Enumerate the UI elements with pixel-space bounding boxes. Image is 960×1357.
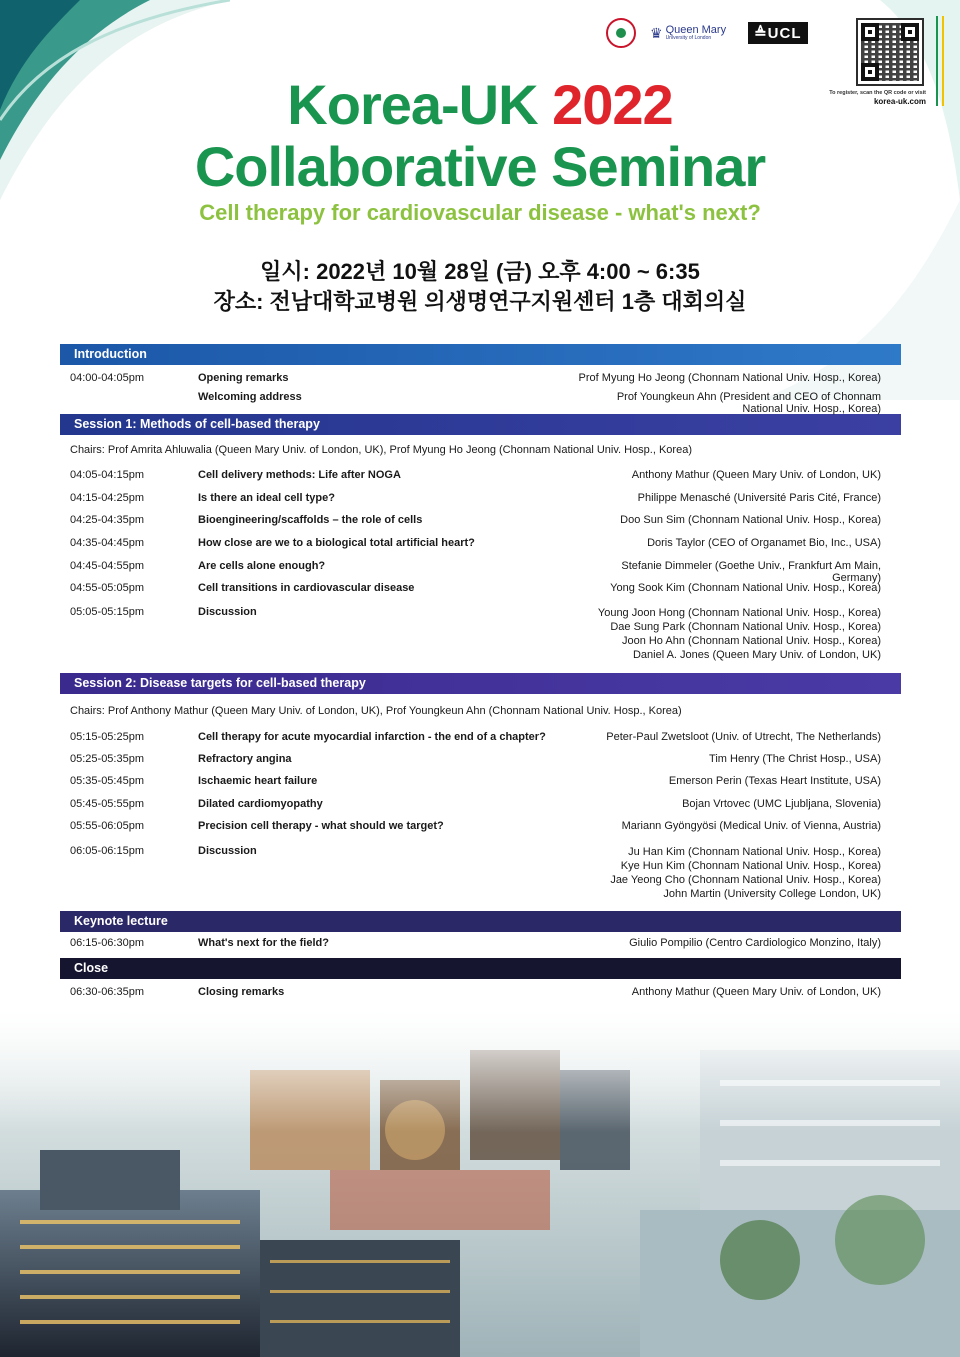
row-topic: Bioengineering/scaffolds – the role of cells xyxy=(198,514,423,526)
row-speaker: Anthony Mathur (Queen Mary Univ. of London, UK) xyxy=(631,469,881,481)
panelist: Dae Sung Park (Chonnam National Univ. Hosp., Korea) xyxy=(610,621,881,633)
row-topic: Precision cell therapy - what should we target? xyxy=(198,820,444,832)
section-heading-session2: Session 2: Disease targets for cell-based therapy xyxy=(60,673,901,694)
schedule-row xyxy=(60,753,901,775)
row-time xyxy=(70,391,198,415)
hospital-building-collage-image xyxy=(0,1010,960,1357)
row-topic: Discussion xyxy=(198,606,257,618)
section-heading-introduction: Introduction xyxy=(60,344,901,365)
row-speaker: Peter-Paul Zwetsloot (Univ. of Utrecht, The Netherlands) xyxy=(606,731,881,743)
session1-chairs: Chairs: Prof Amrita Ahluwalia (Queen Mary Univ. of London, UK), Prof Myung Ho Jeong (Chonnam National Univ. Hosp., Korea) xyxy=(70,444,692,456)
schedule-row xyxy=(60,937,901,958)
row-time: 04:25-04:35pm xyxy=(70,514,144,526)
panelist: Ju Han Kim (Chonnam National Univ. Hosp., Korea) xyxy=(628,846,881,858)
row-time: 05:55-06:05pm xyxy=(70,820,144,832)
row-time: 05:35-05:45pm xyxy=(70,775,144,787)
registration-site-link[interactable]: korea-uk.com xyxy=(873,97,926,107)
schedule-row xyxy=(60,469,901,492)
event-title-line2: Collaborative Seminar xyxy=(194,135,766,198)
event-date-time: 일시: 2022년 10월 28일 (금) 오후 4:00 ~ 6:35 xyxy=(260,259,700,284)
qr-instruction: To register, scan the QR code or visit xyxy=(829,90,926,96)
row-time: 04:55-05:05pm xyxy=(70,582,144,594)
schedule-row xyxy=(60,582,901,606)
schedule-row xyxy=(60,986,901,1006)
row-speaker: Giulio Pompilio (Centro Cardiologico Monzino, Italy) xyxy=(629,937,881,949)
row-speaker: Doris Taylor (CEO of Organamet Bio, Inc., USA) xyxy=(647,537,881,549)
row-time: 05:15-05:25pm xyxy=(70,731,144,743)
row-time: 05:05-05:15pm xyxy=(70,606,144,618)
schedule-row-discussion xyxy=(60,845,901,911)
row-speaker: Mariann Gyöngyösi (Medical Univ. of Vienna, Austria) xyxy=(621,820,881,832)
row-topic: Opening remarks xyxy=(198,372,289,384)
ucl-logo: ≜UCL xyxy=(748,22,807,44)
schedule-row xyxy=(60,537,901,560)
schedule-row xyxy=(60,492,901,514)
row-topic: What's next for the field? xyxy=(198,937,329,949)
row-speaker: Bojan Vrtovec (UMC Ljubljana, Slovenia) xyxy=(682,798,881,810)
row-speaker: Tim Henry (The Christ Hosp., USA) xyxy=(709,753,881,765)
panelist: Daniel A. Jones (Queen Mary Univ. of London, UK) xyxy=(632,649,881,661)
section-heading-session1: Session 1: Methods of cell-based therapy xyxy=(60,414,901,435)
section-heading-keynote: Keynote lecture xyxy=(60,911,901,932)
discussion-panel xyxy=(578,606,881,673)
schedule-row xyxy=(60,820,901,845)
row-topic: Discussion xyxy=(198,845,257,857)
crown-icon: ♛ xyxy=(650,25,663,41)
row-topic: Dilated cardiomyopathy xyxy=(198,798,323,810)
row-time: 06:05-06:15pm xyxy=(70,845,144,857)
panelist: Jae Yeong Cho (Chonnam National Univ. Hosp., Korea) xyxy=(610,874,881,886)
row-topic: Cell therapy for acute myocardial infarction - the end of a chapter? xyxy=(198,731,546,743)
row-time: 04:45-04:55pm xyxy=(70,560,144,572)
schedule-row xyxy=(60,391,901,415)
schedule-row xyxy=(60,731,901,753)
qr-finder-icon xyxy=(901,23,919,41)
row-time: 06:15-06:30pm xyxy=(70,937,144,949)
event-subtitle: Cell therapy for cardiovascular disease - what's next? xyxy=(199,200,761,225)
row-time: 04:05-04:15pm xyxy=(70,469,144,481)
section-heading-close: Close xyxy=(60,958,901,979)
discussion-panel xyxy=(578,845,881,911)
row-speaker: Philippe Menasché (Université Paris Cité, France) xyxy=(637,492,881,504)
row-topic: Cell transitions in cardiovascular disease xyxy=(198,582,415,594)
row-speaker: Anthony Mathur (Queen Mary Univ. of London, UK) xyxy=(631,986,881,998)
panelist: Joon Ho Ahn (Chonnam National Univ. Hosp., Korea) xyxy=(621,635,881,647)
panelist: John Martin (University College London, UK) xyxy=(663,888,881,900)
row-topic: How close are we to a biological total artificial heart? xyxy=(198,537,475,549)
row-topic: Cell delivery methods: Life after NOGA xyxy=(198,469,401,481)
row-time: 04:00-04:05pm xyxy=(70,372,144,384)
schedule-row xyxy=(60,514,901,537)
queen-mary-logo xyxy=(650,25,726,41)
row-speaker: Doo Sun Sim (Chonnam National Univ. Hosp., Korea) xyxy=(620,514,881,526)
row-time: 06:30-06:35pm xyxy=(70,986,144,998)
qr-finder-icon xyxy=(861,23,879,41)
row-topic: Is there an ideal cell type? xyxy=(198,492,335,504)
row-topic: Refractory angina xyxy=(198,753,292,765)
row-speaker: Emerson Perin (Texas Heart Institute, USA) xyxy=(668,775,881,787)
row-speaker: Yong Sook Kim (Chonnam National Univ. Hosp., Korea) xyxy=(610,582,881,594)
event-venue: 장소: 전남대학교병원 의생명연구지원센터 1층 대회의실 xyxy=(213,289,747,314)
row-speaker: Stefanie Dimmeler (Goethe Univ., Frankfurt Am Main, Germany) xyxy=(621,560,881,584)
row-time: 05:25-05:35pm xyxy=(70,753,144,765)
schedule-row xyxy=(60,372,901,391)
panelist: Kye Hun Kim (Chonnam National Univ. Hosp., Korea) xyxy=(620,860,881,872)
panelist: Young Joon Hong (Chonnam National Univ. Hosp., Korea) xyxy=(597,607,881,619)
session2-chairs: Chairs: Prof Anthony Mathur (Queen Mary Univ. of London, UK), Prof Youngkeun Ahn (Chonnam National Univ. Hosp., Korea) xyxy=(70,705,682,717)
row-speaker: Prof Youngkeun Ahn (President and CEO of Chonnam National Univ. Hosp., Korea) xyxy=(616,391,881,415)
row-topic: Closing remarks xyxy=(198,986,285,998)
schedule-row-discussion xyxy=(60,606,901,673)
partner-logos xyxy=(606,18,808,48)
row-speaker: Prof Myung Ho Jeong (Chonnam National Univ. Hosp., Korea) xyxy=(578,372,881,384)
hospital-seal-icon xyxy=(606,18,636,48)
row-topic: Ischaemic heart failure xyxy=(198,775,318,787)
title-korea-uk: Korea-UK xyxy=(287,73,553,136)
row-time: 05:45-05:55pm xyxy=(70,798,144,810)
row-topic: Are cells alone enough? xyxy=(198,560,326,572)
row-time: 04:15-04:25pm xyxy=(70,492,144,504)
queen-mary-subtitle: University of London xyxy=(665,35,712,41)
queen-mary-name: Queen Mary xyxy=(665,24,727,36)
row-time: 04:35-04:45pm xyxy=(70,537,144,549)
event-title-line1 xyxy=(0,72,960,137)
title-year: 2022 xyxy=(552,73,673,136)
schedule-row xyxy=(60,560,901,582)
schedule-row xyxy=(60,798,901,820)
program-schedule xyxy=(60,344,901,1006)
row-topic: Welcoming address xyxy=(198,391,302,403)
schedule-row xyxy=(60,775,901,798)
